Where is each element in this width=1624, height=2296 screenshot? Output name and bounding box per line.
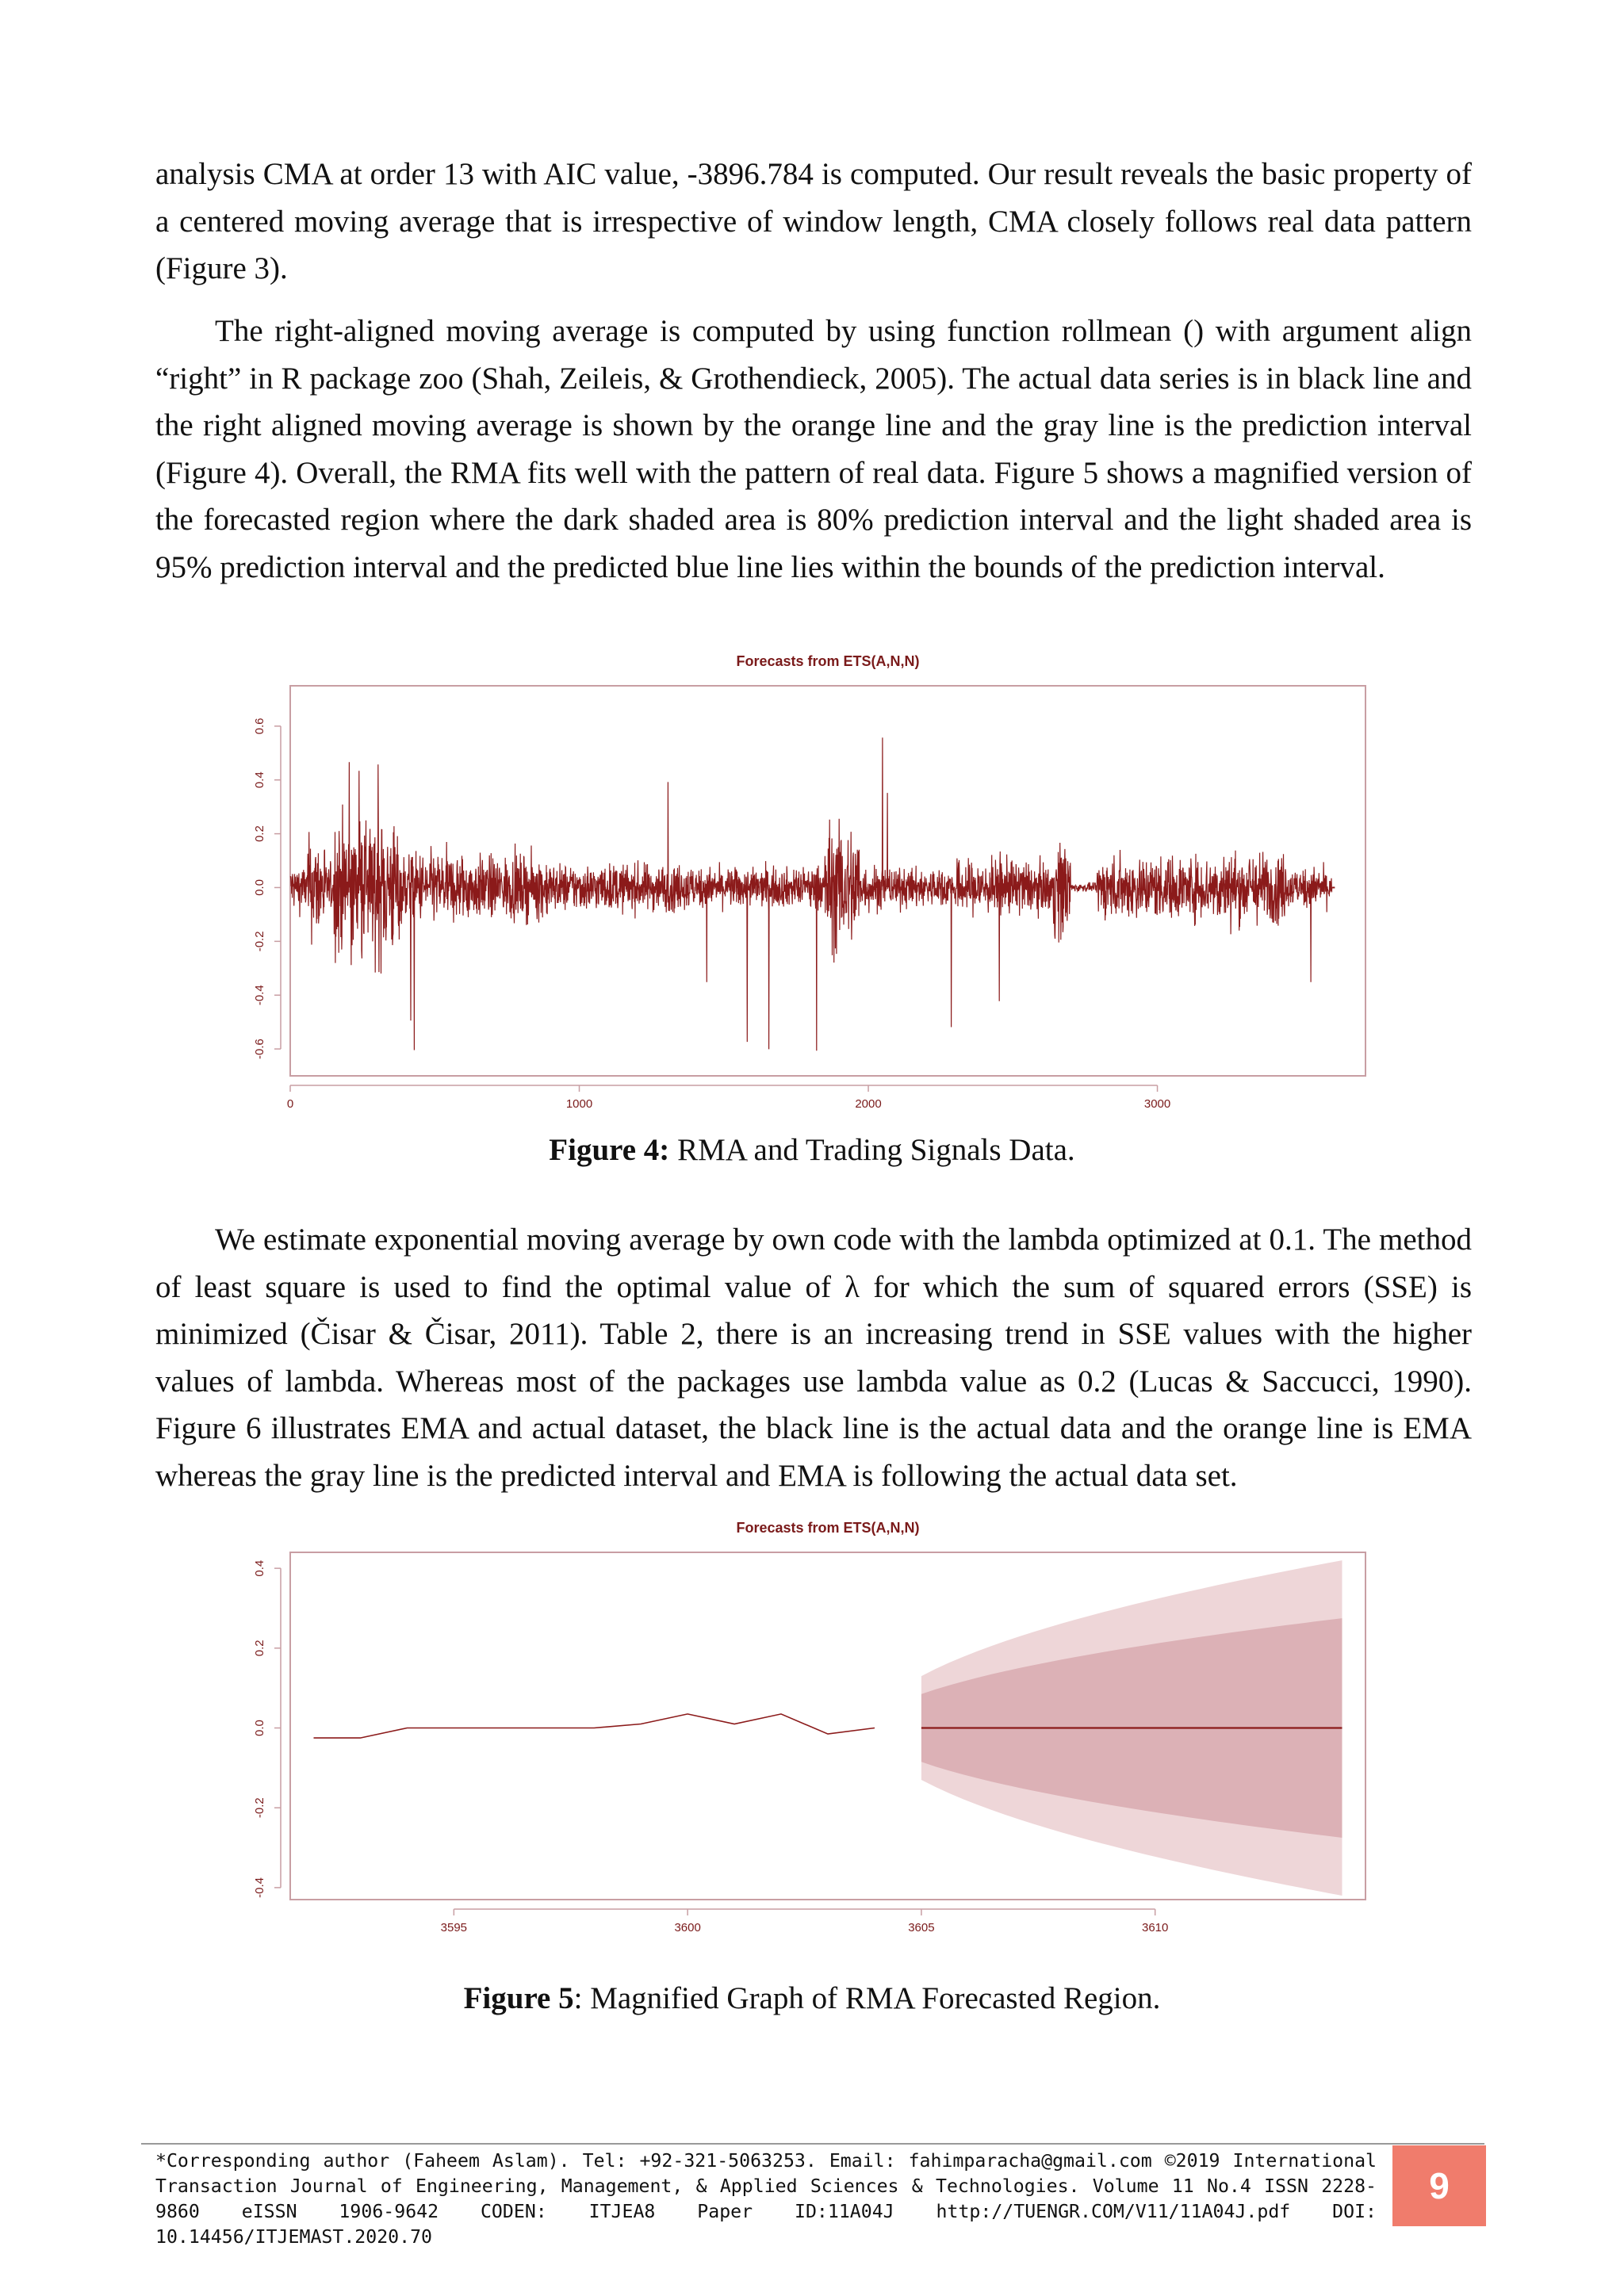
x-tick-label: 1000 [565, 1097, 593, 1111]
x-tick-label: 0 [286, 1097, 294, 1111]
paragraph-rma-description: The right-aligned moving average is computed by using function rollmean () with argument align “right” in R package zoo (Shah, Zeileis, & Grothendieck, 2005). The actual data series is in black line and the right aligned moving average is shown by the orange line and the gray line is the prediction interval (Figure 4). Overall, the RMA fits well with the pattern of real data. Figure 5 shows a magnified version of the forecasted region where the dark shaded area is 80% prediction interval and the light shaded area is 95% prediction interval and the predicted blue line lies within the bounds of the prediction interval. [155, 314, 1472, 584]
figure-4-label: Figure 4: [549, 1133, 670, 1167]
figure-5-label: Figure 5 [463, 1981, 574, 2015]
y-tick-label: -0.6 [253, 1039, 266, 1059]
y-tick-label: -0.4 [253, 985, 266, 1006]
series-line-returns [290, 737, 1331, 1050]
page-number: 9 [1392, 2145, 1486, 2226]
figure-5-caption-text: : Magnified Graph of RMA Forecasted Region. [573, 1981, 1161, 2015]
x-tick-label: 2000 [855, 1097, 882, 1111]
x-tick-label: 3610 [1142, 1921, 1169, 1934]
series-line-actual [314, 1714, 875, 1738]
paragraph-cma-result: analysis CMA at order 13 with AIC value, -3896.784 is computed. Our result reveals the basic property of a centered moving average that is irrespective of window length, CMA closely follows real data pattern (Figure 3). [155, 157, 1472, 285]
y-tick-label: -0.4 [253, 1877, 266, 1898]
figure-4-chart [238, 638, 1396, 1114]
x-tick-label: 3595 [440, 1921, 468, 1934]
figure-5-chart [238, 1508, 1396, 1944]
footer-divider [141, 2143, 1484, 2145]
y-tick-label: -0.2 [253, 1797, 266, 1819]
figure-4-caption [0, 1132, 1624, 1168]
y-tick-label: 0.4 [253, 771, 266, 789]
y-tick-label: 0.0 [253, 879, 266, 896]
chart-title: Forecasts from ETS(A,N,N) [736, 1520, 920, 1536]
x-tick-label: 3605 [908, 1921, 935, 1934]
y-tick-label: -0.2 [253, 931, 266, 952]
chart-title: Forecasts from ETS(A,N,N) [736, 653, 920, 669]
x-tick-label: 3000 [1143, 1097, 1171, 1111]
paragraph-ema-description: We estimate exponential moving average by own code with the lambda optimized at 0.1. The method of least square is used to find the optimal value of λ for which the sum of squared errors (SSE) is minimized (Čisar & Čisar, 2011). Table 2, there is an increasing trend in SSE values with the higher values of lambda. Whereas most of the packages use lambda value as 0.2 (Lucas & Saccucci, 1990). Figure 6 illustrates EMA and actual dataset, the black line is the actual data and the orange line is EMA whereas the gray line is the predicted interval and EMA is following the actual data set. [155, 1223, 1472, 1493]
footer-text: *Corresponding author (Faheem Aslam). Tel: +92-321-5063253. Email: fahimparacha@gmail.com ©2019 International Transaction Journal of Engineering, Management, & Applied Sciences & Technologies. Volume 11 No.4 ISSN 2228-9860 eISSN 1906-9642 CODEN: ITJEA8 Paper ID:11A04J http://TUENGR.COM/V11/11A04J.pdf DOI: 10.14456/ITJEMAST.2020.70 [155, 2150, 1377, 2248]
figure-5-caption [0, 1980, 1624, 2016]
x-tick-label: 3600 [674, 1921, 701, 1934]
y-tick-label: 0.4 [253, 1559, 266, 1577]
y-tick-label: 0.0 [253, 1720, 266, 1736]
y-tick-label: 0.6 [253, 718, 266, 735]
figure-4-caption-text: RMA and Trading Signals Data. [669, 1133, 1075, 1167]
y-tick-label: 0.2 [253, 825, 266, 843]
y-tick-label: 0.2 [253, 1640, 266, 1657]
